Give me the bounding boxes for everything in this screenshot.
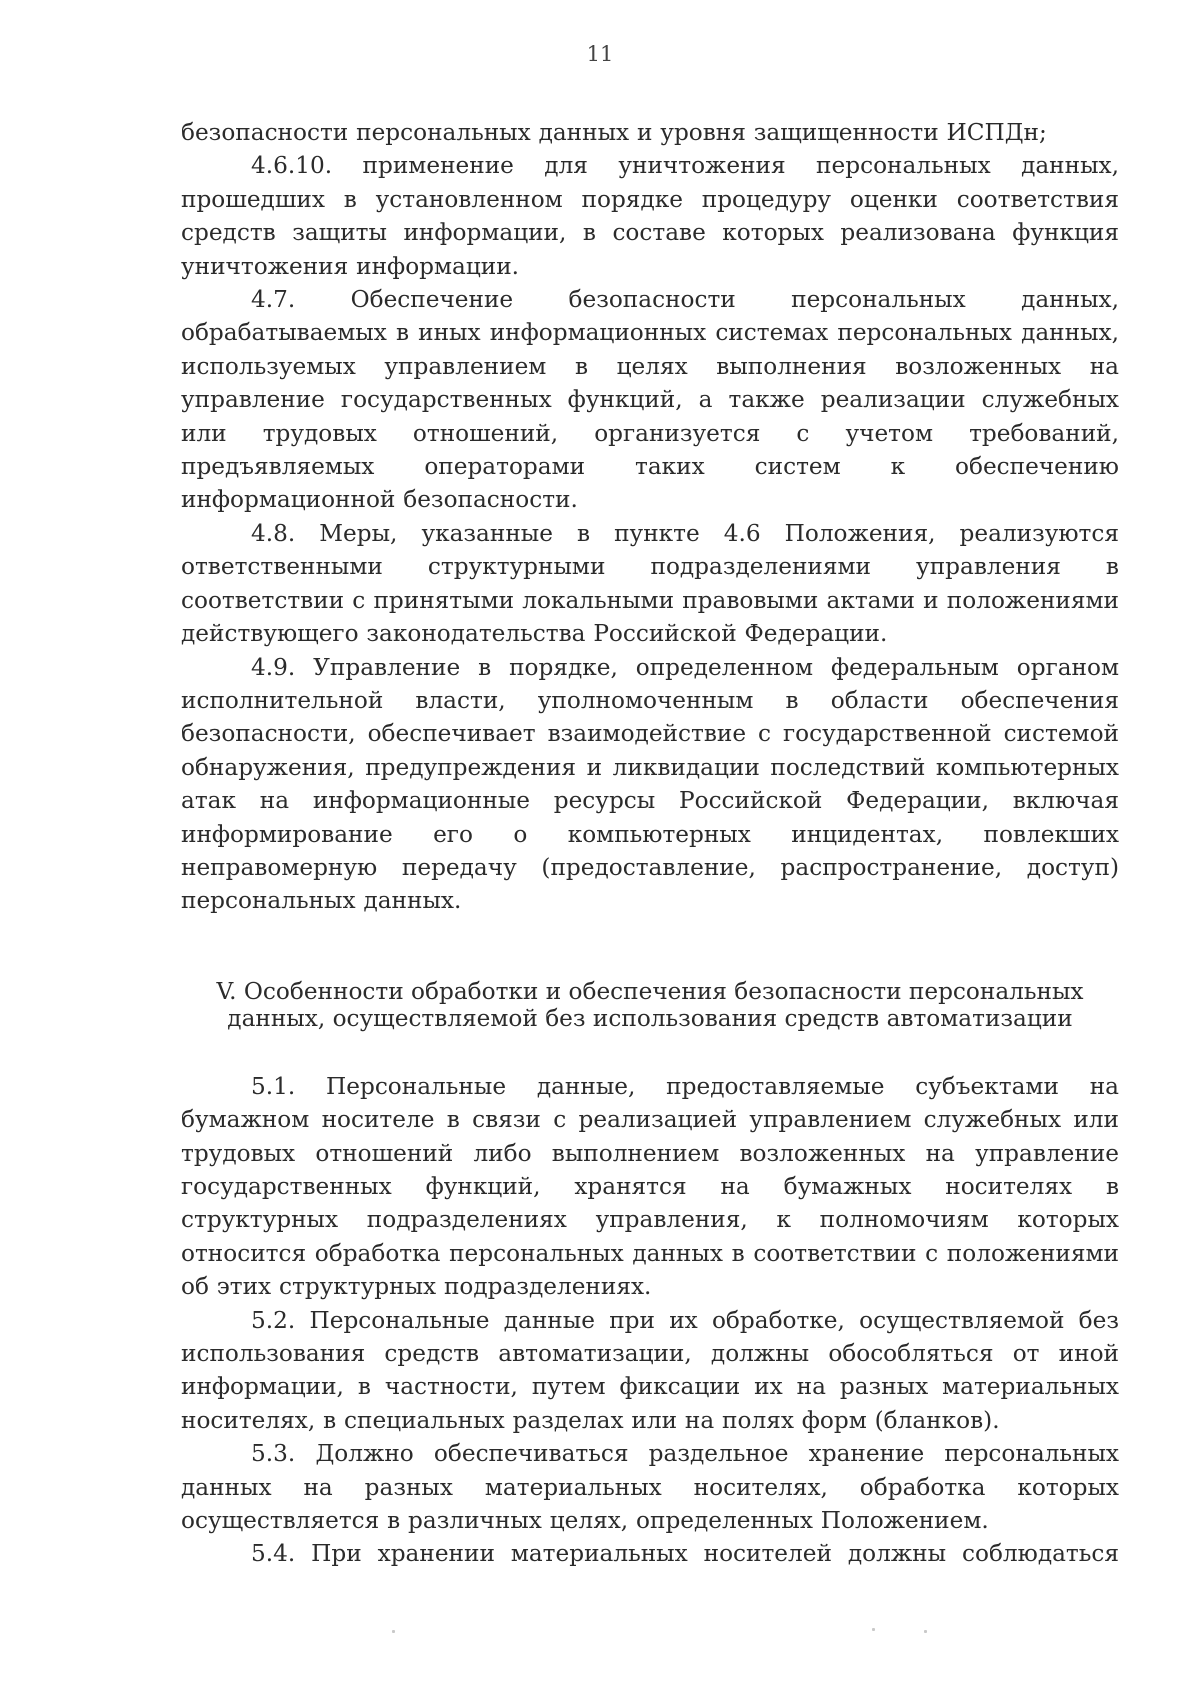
section-title-line-1: V. Особенности обработки и обеспечения безопасности персональных bbox=[216, 977, 1084, 1005]
paragraph-4-6-10: 4.6.10. применение для уничтожения персональных данных, прошедших в установленном порядке процедуру оценки соответствия средств защиты информации, в составе которых реализована функция уничтожения информации. bbox=[181, 152, 1119, 280]
paragraph-5-4: 5.4. При хранении материальных носителей должны соблюдаться bbox=[251, 1540, 1119, 1568]
paragraph-5-3: 5.3. Должно обеспечиваться раздельное хранение персональных данных на разных материальных носителях, обработка которых осуществляется в различных целях, определенных Положением. bbox=[181, 1440, 1119, 1535]
scan-speck bbox=[924, 1630, 927, 1633]
scan-speck bbox=[392, 1630, 395, 1633]
section-title-line-2: данных, осуществляемой без использования средств автоматизации bbox=[227, 1004, 1073, 1032]
paragraph-5-1: 5.1. Персональные данные, предоставляемые субъектами на бумажном носителе в связи с реализацией управлением служебных или трудовых отношений либо выполнением возложенных на управление государственных функций, хранятся на бумажных носителях в структурных подразделениях управления, к полномочиям которых относится обработка персональных данных в соответствии с положениями об этих структурных подразделениях. bbox=[181, 1072, 1119, 1301]
paragraph-continuation: безопасности персональных данных и уровня защищенности ИСПДн; bbox=[181, 119, 1047, 146]
paragraph-4-9: 4.9. Управление в порядке, определенном федеральным органом исполнительной власти, уполномоченным в области обеспечения безопасности, обеспечивает взаимодействие с государственной системой обнаружения, предупреждения и ликвидации последствий компьютерных атак на информационные ресурсы Российской Федерации, включая информирование его о компьютерных инцидентах, повлекших неправомерную передачу (предоставление, распространение, доступ) персональных данных. bbox=[181, 653, 1119, 915]
paragraph-5-2: 5.2. Персональные данные при их обработке, осуществляемой без использования средств автоматизации, должны обособляться от иной информации, в частности, путем фиксации их на разных материальных носителях, в специальных разделах или на полях форм (бланков). bbox=[181, 1306, 1119, 1434]
page-number: 11 bbox=[586, 42, 614, 66]
paragraph-4-8: 4.8. Меры, указанные в пункте 4.6 Положения, реализуются ответственными структурными подразделениями управления в соответствии с принятыми локальными правовыми актами и положениями действующего законодательства Российской Федерации. bbox=[181, 519, 1119, 648]
document-body bbox=[181, 116, 1119, 1571]
section-title bbox=[181, 978, 1119, 1032]
paragraph-4-7: 4.7. Обеспечение безопасности персональных данных, обрабатываемых в иных информационных системах персональных данных, используемых управлением в целях выполнения возложенных на управление государственных функций, а также реализации служебных или трудовых отношений, организуется с учетом требований, предъявляемых операторами таких систем к обеспечению информационной безопасности. bbox=[181, 286, 1119, 514]
scan-speck bbox=[872, 1628, 875, 1631]
